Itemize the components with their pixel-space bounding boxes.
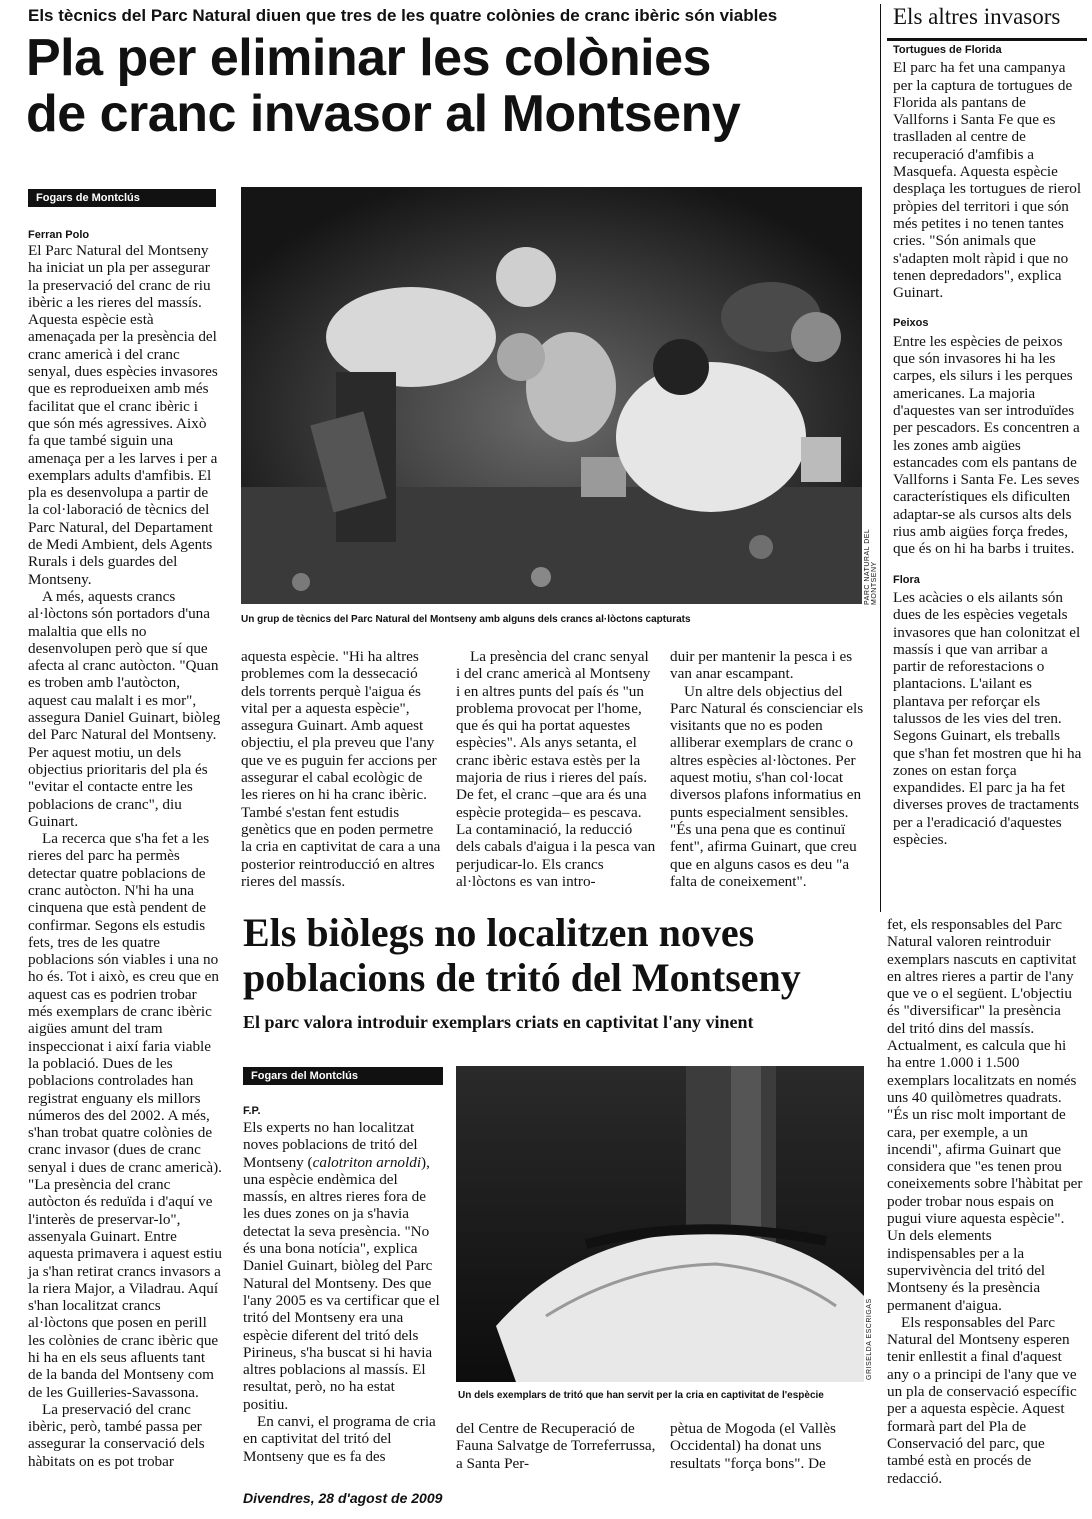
article-column-4 xyxy=(670,648,870,898)
article2-column-3 xyxy=(670,1420,870,1480)
article-column-2 xyxy=(241,648,441,898)
sidebar-body xyxy=(893,42,1083,912)
article2-headline xyxy=(243,910,883,1000)
paragraph: La recerca que s'ha fet a les rieres del parc ha permès detectar quatre poblacions de cranc autòcton. N'hi ha una cinquena que està pendent de confirmar. Segons els estudis fets, tres de les quatre poblacions són viables i una no ho és. Tot i això, es creu que en aquest cas es podrien trobar més exemplars de cranc ibèric aigües amunt del tram inspeccionat i així faria viable la població. Dues de les poblacions controlades han registrat enguany els millors números des del 2002. A més, s'han trobat quatre colònies de cranc invasor (dues de cranc senyal i dues de cranc americà). "La presència del cranc autòcton és reduïda i d'aquí ve l'interès de preservar-lo", assenyala Guinart. Entre aquesta primavera i aquest estiu ja s'han retirat crancs invasors a la riera Major, a Viladrau. Aquí s'han localitzat crancs al·lòctons que posen en perill les colònies de cranc ibèric que hi ha en els seus afluents tant de la banda del Montseny com de les Guilleries-Savassona. xyxy=(28,830,222,1401)
article-kicker: Els tècnics del Parc Natural diuen que tres de les quatre colònies de cranc ibèric són viables xyxy=(28,6,778,25)
article2-column-4 xyxy=(887,916,1083,1487)
text-run: Els experts no han localitzat noves poblacions de tritó del Montseny ( xyxy=(243,1119,418,1171)
photo-credit: PARC NATURAL DEL MONTSENY xyxy=(864,528,878,605)
photo-credit: GRISELDA ESCRIGAS xyxy=(866,1298,873,1380)
byline: Ferran Polo xyxy=(28,229,90,241)
photo-caption: Un grup de tècnics del Parc Natural del Montseny amb alguns dels crancs al·lòctons capturats xyxy=(241,614,691,625)
paragraph xyxy=(243,1119,443,1413)
paragraph: Els responsables del Parc Natural del Montseny esperen tenir enllestit a final d'aquest any o a principi de l'any que ve un pla de conservació específic per a aquesta espècie. Aquest formarà part del Pla de Conservació del parc, que també està en procés de redacció. xyxy=(887,1313,1077,1487)
paragraph: pètua de Mogoda (el Vallès Occidental) ha donat uns resultats "força bons". De xyxy=(670,1420,836,1472)
article-column-3 xyxy=(456,648,656,898)
paragraph: La presència del cranc senyal i del cranc americà al Montseny i en altres punts del país és "un problema provocat per l'home, que és qui ha portat aquestes espècies". Als anys setanta, el cranc ibèric estava estès per la majoria de rius i rieres del país. De fet, el cranc –que ara és una espècie protegida– es pescava. La contaminació, la reducció dels cabals d'aigua i la pesca van perjudicar-lo. Els crancs al·lòctons es van intro- xyxy=(456,648,656,890)
species-name: calotriton arnoldi xyxy=(312,1153,422,1171)
photo-caption: Un dels exemplars de tritó que han servit per la cria en captivitat de l'espècie xyxy=(458,1390,824,1401)
paragraph: En canvi, el programa de cria en captivitat del tritó del Montseny que es fa des xyxy=(243,1413,436,1465)
newt-photo xyxy=(456,1066,864,1382)
location-tag: Fogars de Montclús xyxy=(28,189,216,207)
article-column-1 xyxy=(28,242,222,1487)
byline: F.P. xyxy=(243,1105,261,1117)
paragraph: La preservació del cranc ibèric, però, també passa per assegurar la conservació dels hàbitats on es pot trobar xyxy=(28,1400,205,1470)
sidebar-text: Entre les espècies de peixos que són invasores hi ha les carpes, els silurs i les perques americanes. La majoria d'aquestes van ser introduïdes per pescadors. Es concentren a les zones amb aigües estancades com els pantans de Vallforns i Santa Fe. Les seves característiques els dificulten adaptar-se als cursos alts dels rius amb aigües força fredes, que és on hi ha barbs i truites. xyxy=(893,332,1080,558)
article2-subheadline: El parc valora introduir exemplars criats en captivitat l'any vinent xyxy=(243,1012,754,1032)
photo-illustration xyxy=(241,187,862,604)
article2-column-1 xyxy=(243,1119,443,1484)
paragraph: duir per mantenir la pesca i es van anar escampant. xyxy=(670,648,853,683)
text-run: ), una espècie endèmica del massís, en altres rieres fora de les dues zones on ja s'havia detectat la seva presència. "No és una bona notícia", explica Daniel Guinart, biòleg del Parc Natural del Montseny. Des que l'any 2005 es va certificar que el tritó del Montseny era una espècie diferent del tritó dels Pirineus, s'ha buscat si hi havia altres poblacions al massís. El resultat, però, no ha estat positiu. xyxy=(243,1153,440,1413)
article2-column-2 xyxy=(456,1420,656,1480)
sidebar-text: El parc ha fet una campanya per la captura de tortugues de Florida als pantans de Vallforns i Santa Fe que es traslladen al centre de recuperació d'amfibis a Masquefa. Aquesta espècie desplaça les tortugues de rierol pròpies del territori i que són més petites i no tenen tantes cries. "Són animals que s'adapten molt ràpid i que no tenen depredadors", explica Guinart. xyxy=(893,59,1082,302)
paragraph: fet, els responsables del Parc Natural valoren reintroduir exemplars nascuts en captivitat en altres rieres a partir de l'any que ve o el següent. L'objectiu és "diversificar" la presència del tritó dins del massís. Actualment, es calcula que hi ha entre 1.000 i 1.500 exemplars localitzats en només uns 40 quilòmetres quadrats. "És un risc molt important de cara, per exemple, a un incendi", afirma Guinart que considera que "es tenen prou coneixements sobre l'hàbitat per poder trobar nous espais on pugui viure aquesta espècie". Un dels elements indispensables per a la supervivència del tritó del Montseny és la presència permanent d'aigua. xyxy=(887,916,1083,1314)
headline-line-1: Els biòlegs no localitzen noves xyxy=(243,910,755,955)
paragraph: A més, aquests crancs al·lòctons són portadors d'una malaltia que ells no desenvolupen però que sí que afecta al cranc autòcton. "Quan es troben amb l'autòcton, aquest cau malalt i es mor", assegura Daniel Guinart, biòleg del Parc Natural del Montseny. Per aquest motiu, un dels objectius prioritaris del pla és "evitar el contacte entre les poblacions de cranc", diu Guinart. xyxy=(28,587,221,830)
headline-line-2: poblacions de tritó del Montseny xyxy=(243,955,801,1000)
sidebar-rule xyxy=(887,38,1087,41)
page-date: Divendres, 28 d'agost de 2009 xyxy=(243,1490,443,1506)
paragraph: Un altre dels objectius del Parc Natural és conscienciar els visitants que no es poden alliberar exemplars de cranc o altres espècies al·lòctones. Per aquest motiu, s'han col·locat diversos plafons informatius en punts especialment sensibles. "És una pena que es continuï fent", afirma Guinart, que creu que en alguns casos es deu "a falta de coneixement". xyxy=(670,682,864,890)
sidebar-heading: Flora xyxy=(893,573,920,586)
sidebar-title: Els altres invasors xyxy=(893,4,1061,29)
headline-line-1: Pla per eliminar les colònies xyxy=(26,29,711,87)
paragraph: El Parc Natural del Montseny ha iniciat un pla per assegurar la preservació del cranc de riu ibèric a les rieres del massís. Aquesta espècie està amenaçada per la presència del cranc americà i del cranc senyal, dues espècies invasores que es reprodueixen amb més facilitat que el cranc ibèric i que són més agressives. Això fa que també siguin una amenaça per a les larves i per a exemplars adults d'amfibis. El pla es desenvolupa a partir de la col·laboració de tècnics del Parc Natural, del Departament de Medi Ambient, dels Agents Rurals i dels guardes del Montseny. xyxy=(28,242,218,588)
sidebar-divider xyxy=(880,4,881,912)
sidebar-heading: Tortugues de Florida xyxy=(893,44,1002,56)
headline-line-2: de cranc invasor al Montseny xyxy=(26,85,741,143)
location-tag: Fogars del Montclús xyxy=(243,1067,443,1085)
sidebar-heading: Peixos xyxy=(893,317,929,330)
paragraph: aquesta espècie. "Hi ha altres problemes com la dessecació dels torrents perquè l'aigua és vital per a aquesta espècie", assegura Guinart. Amb aquest objectiu, el pla preveu que l'any que ve es puguin fer accions per assegurar el cabal ecològic de les rieres on hi ha cranc ibèric. També s'estan fent estudis genètics que en poden permetre la cria en captivitat de cara a una posterior reintroducció en altres rieres del massís. xyxy=(241,648,441,890)
photo-illustration xyxy=(456,1066,864,1382)
article-headline xyxy=(26,30,876,142)
crayfish-team-photo xyxy=(241,187,862,604)
sidebar-text: Les acàcies o els ailants són dues de les espècies vegetals invasores que han colonitzat el massís i que van arribar a partir de reforestacions o plantacions. L'ailant es plantava per reforçar els talussos de les vies del tren. Segons Guinart, els treballs que s'han fet mostren que hi ha zones on estan força expandides. El parc ja ha fet diverses proves de tractaments per a l'eradicació d'aquestes espècies. xyxy=(893,588,1082,849)
paragraph: del Centre de Recuperació de Fauna Salvatge de Torreferrussa, a Santa Per- xyxy=(456,1420,656,1472)
